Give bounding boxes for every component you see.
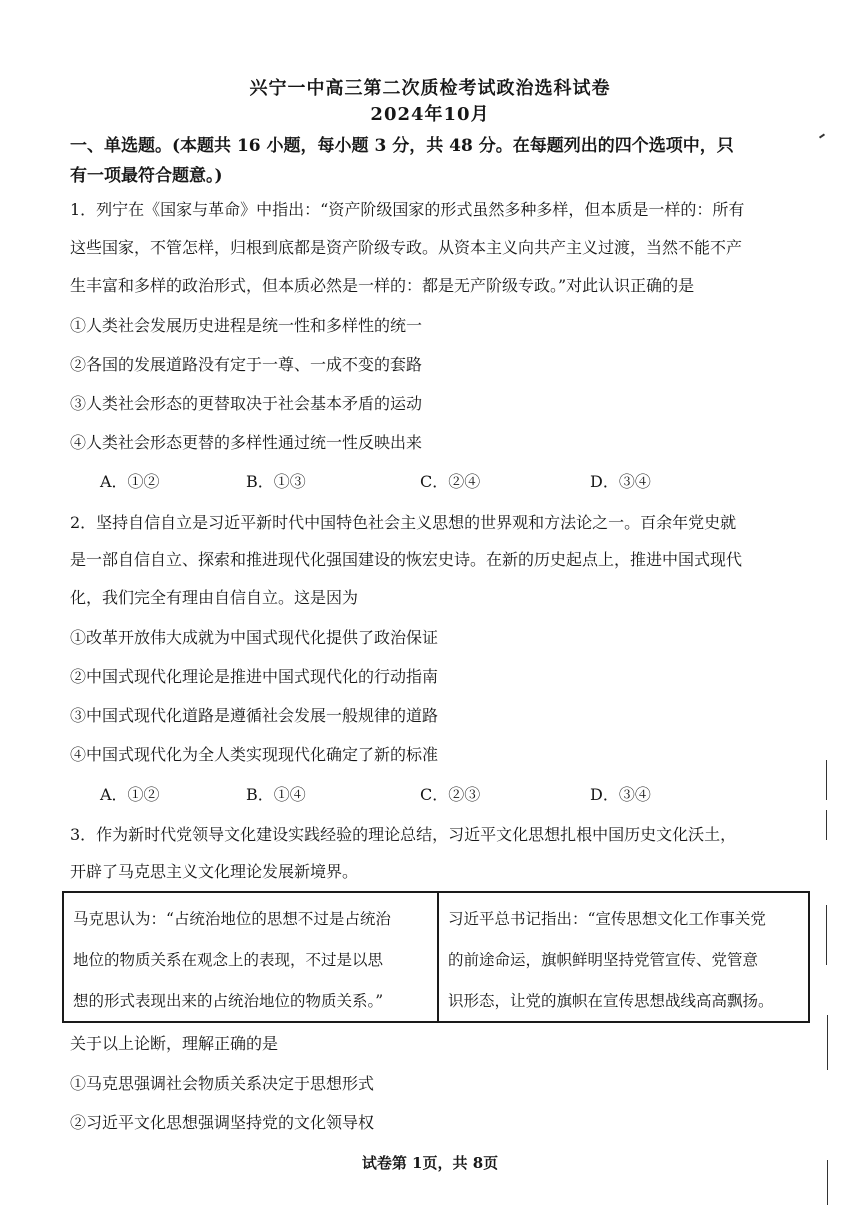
q3-item-2: ②习近平文化思想强调坚持党的文化领导权 — [70, 1113, 375, 1132]
marx-quote-cell — [64, 893, 439, 1021]
exam-title: 兴宁一中高三第二次质检考试政治选科试卷 — [249, 78, 611, 99]
quote-comparison-table — [62, 891, 810, 1023]
q3-stem-line-2: 开辟了马克思主义文化理论发展新境界。 — [70, 862, 359, 881]
q2-option-a: A．①② — [100, 785, 160, 804]
q2-stem-line-2: 是一部自信自立、探索和推进现代化强国建设的恢宏史诗。在新的历史起点上，推进中国式现代 — [70, 550, 743, 569]
marx-quote-line-3: 想的形式表现出来的占统治地位的物质关系。” — [73, 992, 384, 1010]
q2-stem-line-3: 化，我们完全有理由自信自立。这是因为 — [70, 588, 359, 607]
q2-option-c: C．②③ — [420, 785, 481, 804]
q2-stem-line-1: 2．坚持自信自立是习近平新时代中国特色社会主义思想的世界观和方法论之一。百余年党史就 — [70, 513, 737, 532]
section-instruction-line-1: 一、单选题。(本题共 16 小题，每小题 3 分，共 48 分。在每题列出的四个选项中，只 — [70, 136, 734, 156]
q2-item-2: ②中国式现代化理论是推进中国式现代化的行动指南 — [70, 667, 439, 686]
page-footer: 试卷第 1页，共 8页 — [361, 1154, 499, 1172]
q1-item-4: ④人类社会形态更替的多样性通过统一性反映出来 — [70, 433, 423, 452]
scan-mark — [827, 1160, 828, 1205]
xi-quote-line-1: 习近平总书记指出：“宣传思想文化工作事关党 — [448, 910, 766, 928]
q3-stem-line-1: 3．作为新时代党领导文化建设实践经验的理论总结，习近平文化思想扎根中国历史文化沃土， — [70, 825, 737, 844]
q1-stem-line-2: 这些国家，不管怎样，归根到底都是资产阶级专政。从资本主义向共产主义过渡，当然不能不产 — [70, 238, 743, 257]
q1-option-c: C．②④ — [420, 472, 481, 491]
q2-item-1: ①改革开放伟大成就为中国式现代化提供了政治保证 — [70, 628, 439, 647]
q1-item-3: ③人类社会形态的更替取决于社会基本矛盾的运动 — [70, 394, 423, 413]
scan-mark — [826, 905, 827, 965]
q2-item-4: ④中国式现代化为全人类实现现代化确定了新的标准 — [70, 745, 439, 764]
xi-quote-line-2: 的前途命运，旗帜鲜明坚持党管宣传、党管意 — [448, 951, 759, 969]
xi-quote-cell — [439, 893, 808, 1021]
scan-mark — [827, 1015, 828, 1070]
scan-mark — [826, 810, 827, 840]
q1-option-b: B．①③ — [246, 472, 306, 491]
q1-stem-line-1: 1．列宁在《国家与革命》中指出：“资产阶级国家的形式虽然多种多样，但本质是一样的：所有 — [70, 200, 745, 219]
q1-item-2: ②各国的发展道路没有定于一尊、一成不变的套路 — [70, 355, 423, 374]
marx-quote-line-2: 地位的物质关系在观念上的表现，不过是以思 — [73, 951, 384, 969]
q1-option-a: A．①② — [100, 472, 160, 491]
q3-item-1: ①马克思强调社会物质关系决定于思想形式 — [70, 1074, 375, 1093]
q2-item-3: ③中国式现代化道路是遵循社会发展一般规律的道路 — [70, 706, 439, 725]
q1-item-1: ①人类社会发展历史进程是统一性和多样性的统一 — [70, 316, 423, 335]
q1-option-d: D．③④ — [590, 472, 651, 491]
q2-option-b: B．①④ — [246, 785, 306, 804]
q1-stem-line-3: 生丰富和多样的政治形式，但本质必然是一样的：都是无产阶级专政。”对此认识正确的是 — [70, 276, 695, 295]
marx-quote-line-1: 马克思认为：“占统治地位的思想不过是占统治 — [73, 910, 391, 928]
xi-quote-line-3: 识形态，让党的旗帜在宣传思想战线高高飘扬。 — [448, 992, 774, 1010]
q3-prompt: 关于以上论断，理解正确的是 — [70, 1034, 279, 1053]
scan-mark — [826, 760, 827, 800]
section-instruction-line-2: 有一项最符合题意。) — [70, 166, 223, 186]
scan-mark — [819, 133, 825, 138]
q2-option-d: D．③④ — [590, 785, 651, 804]
exam-date: 2024年10月 — [370, 104, 490, 125]
